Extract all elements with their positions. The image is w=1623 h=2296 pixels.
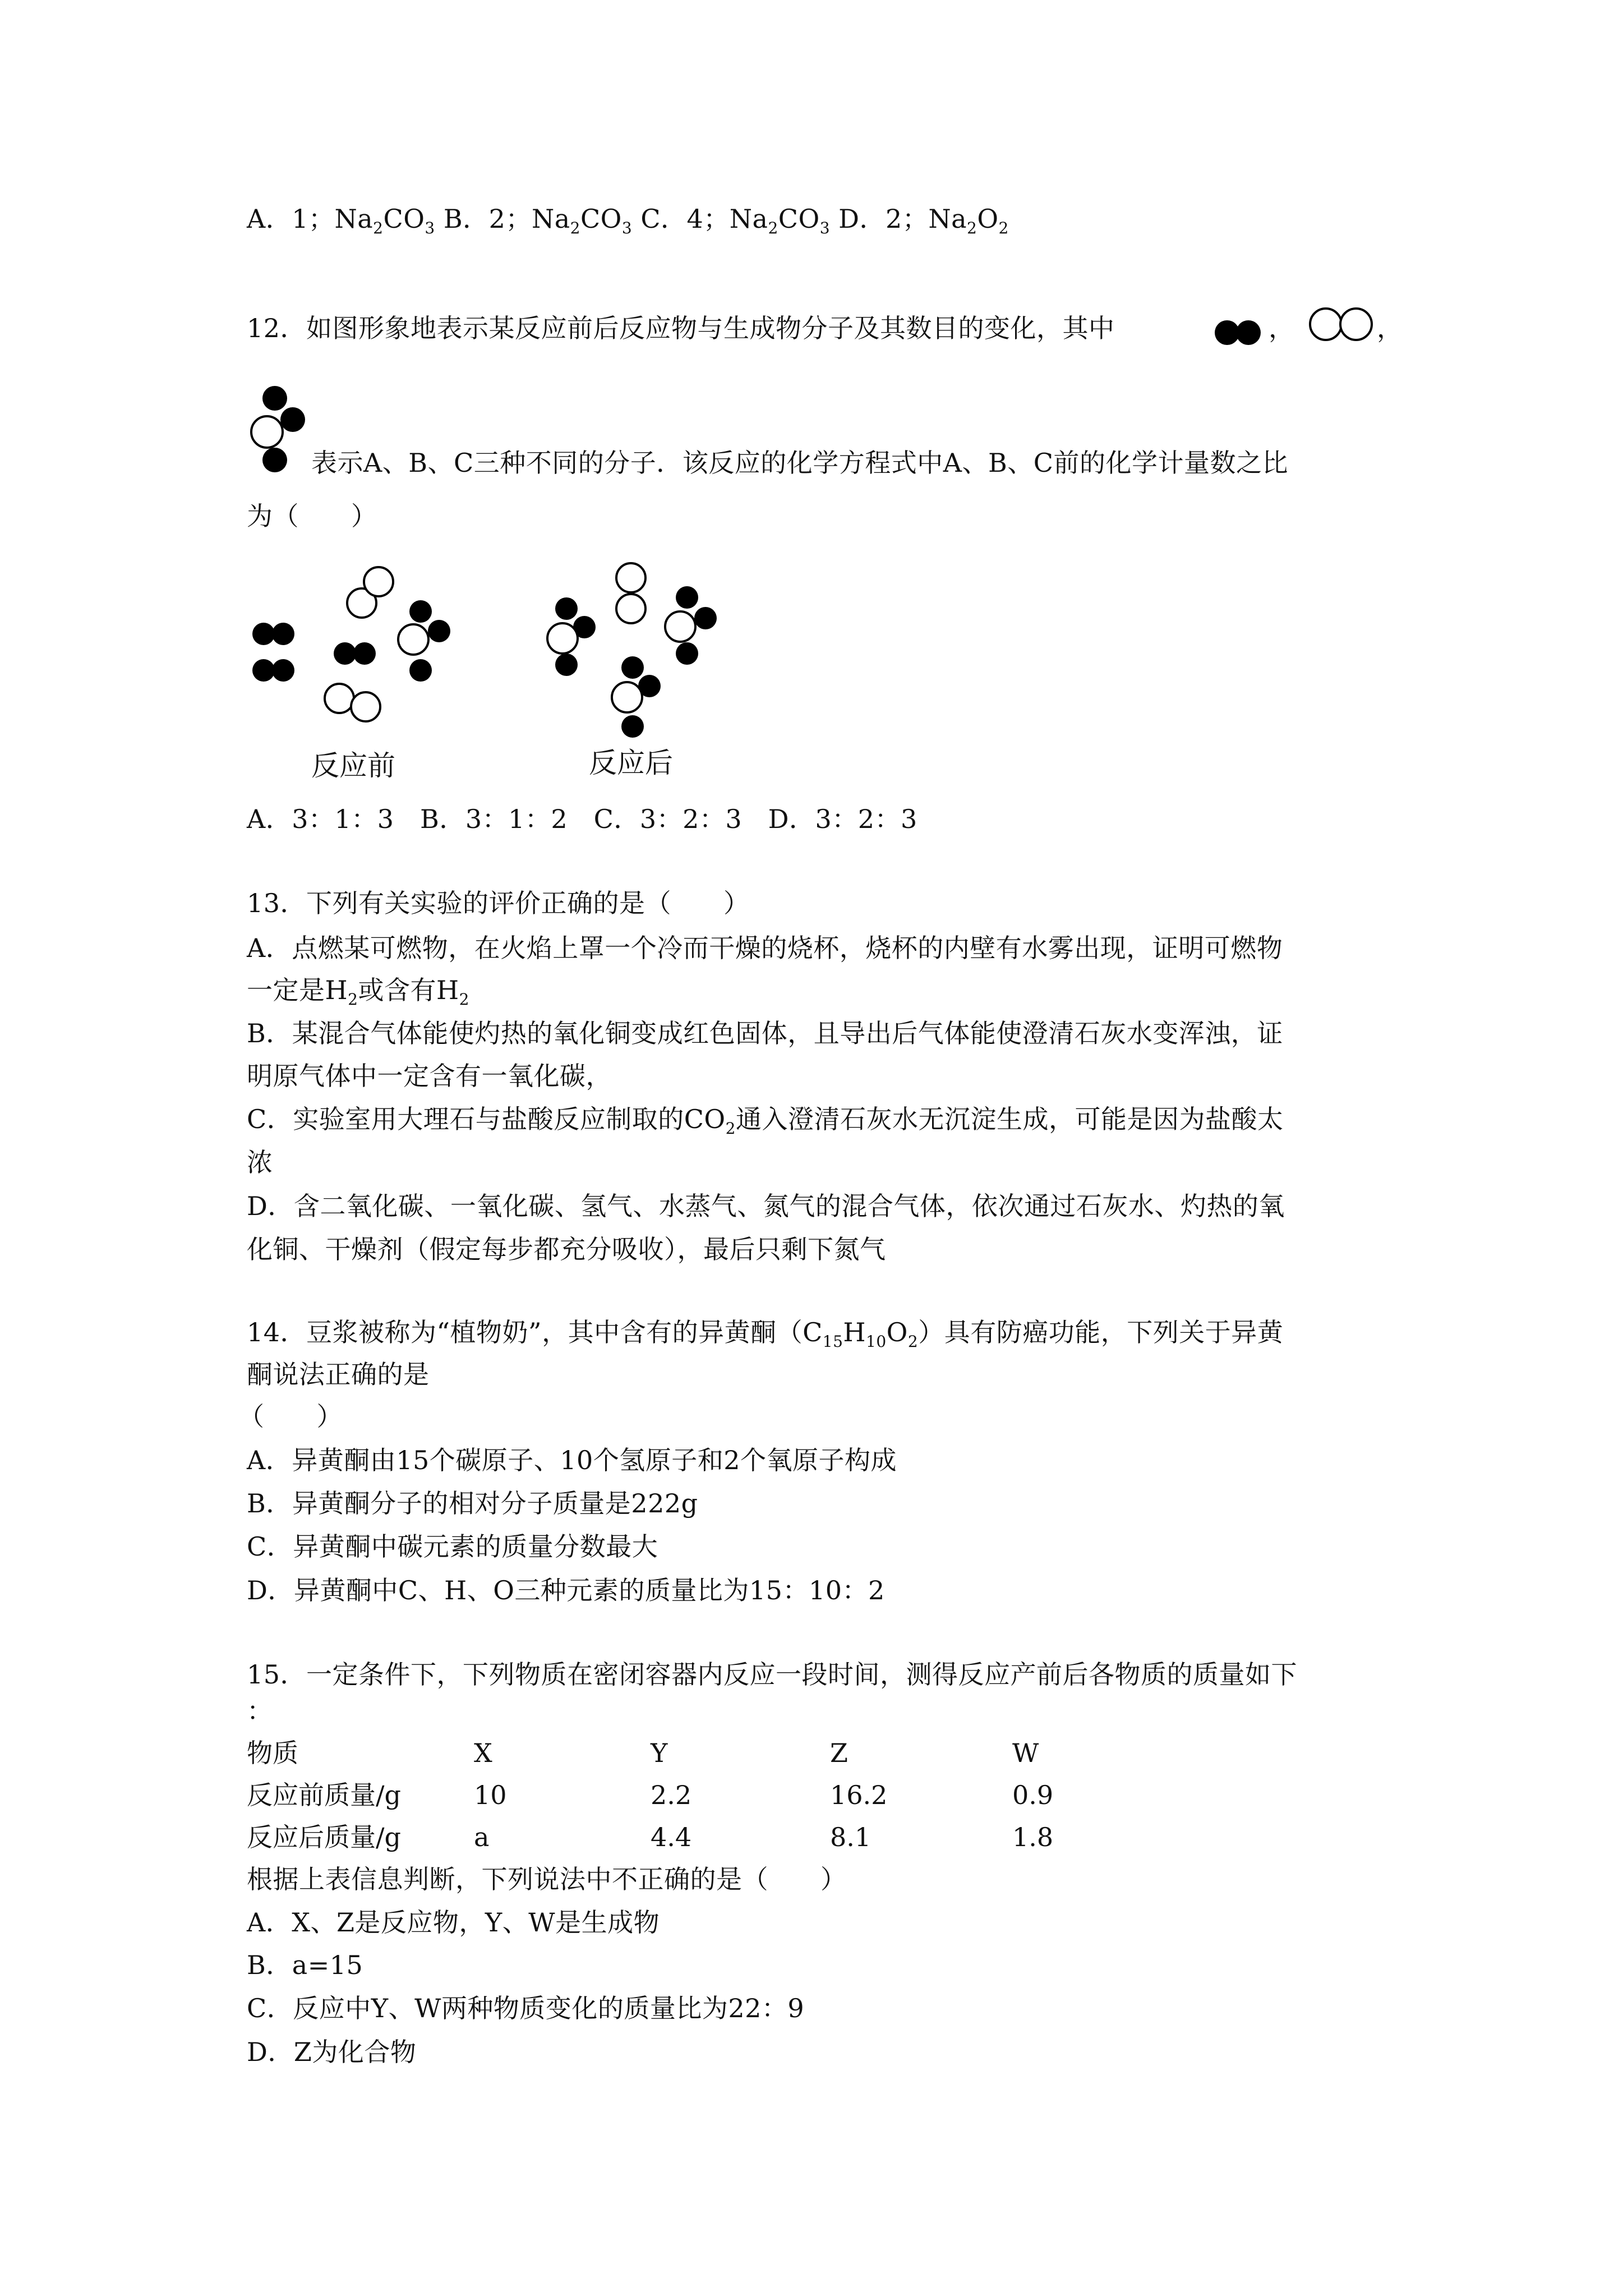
table-cell: 0.9: [1012, 1780, 1054, 1810]
before-molecule-b-2: [325, 684, 380, 721]
q12-stem-line3: 为（ ）: [247, 501, 377, 531]
table-cell: 1.8: [1012, 1822, 1054, 1852]
q12-stem-line1: 12．如图形象地表示某反应前后反应物与生成物分子及其数目的变化，其中: [247, 313, 1115, 343]
q15-stem: 15．一定条件下，下列物质在密闭容器内反应一段时间，测得反应产前后各物质的质量如下: [247, 1659, 1298, 1690]
q15-colon: ：: [247, 1696, 273, 1726]
q12-options: A．3：1：3 B．3：1：2 C．3：2：3 D．3：2：3: [247, 804, 917, 834]
q13-option-d-line1: D．含二氧化碳、一氧化碳、氢气、水蒸气、氮气的混合气体，依次通过石灰水、灼热的氧: [247, 1191, 1285, 1221]
table-cell: 16.2: [830, 1780, 888, 1810]
q14-stem-line2: 酮说法正确的是: [247, 1359, 430, 1389]
label-before: 反应前: [311, 749, 395, 782]
before-molecule-a-1: [252, 623, 294, 645]
molecule-b-icon: [1302, 303, 1381, 348]
q13-option-d-line2: 化铜、干燥剂（假定每步都充分吸收），最后只剩下氮气: [247, 1234, 886, 1264]
after-molecule-c-3: [612, 656, 661, 738]
q15-option-d: D．Z为化合物: [247, 2037, 417, 2067]
table-header-cell: W: [1012, 1738, 1039, 1768]
before-molecule-b-1: [347, 567, 393, 618]
table-header-cell: X: [474, 1738, 492, 1768]
q13-option-b-line2: 明原气体中一定含有一氧化碳，: [247, 1061, 612, 1091]
q14-option-a: A．异黄酮由15个碳原子、10个氢原子和2个氧原子构成: [247, 1445, 897, 1475]
q15-option-b: B．a=15: [247, 1950, 363, 1980]
q15-option-a: A．X、Z是反应物，Y、W是生成物: [247, 1907, 660, 1938]
q13-option-c-line1: C．实验室用大理石与盐酸反应制取的$CO_2$通入澄清石灰水无沉淀生成，可能是因为盐酸太: [247, 1104, 1284, 1138]
q15-question: 根据上表信息判断，下列说法中不正确的是（ ）: [247, 1864, 847, 1894]
table-cell: a: [474, 1822, 490, 1852]
q11-options: A．1；$Na_2CO_3$ B．2；$Na_2CO_3$ C．4；$Na_2CO_3$ D．2；$Na_2O_2$: [247, 204, 1009, 237]
q15-option-c: C．反应中Y、W两种物质变化的质量比为22：9: [247, 1993, 805, 2023]
q13-stem: 13．下列有关实验的评价正确的是（ ）: [247, 888, 750, 918]
table-cell: 反应后质量/g: [247, 1822, 401, 1852]
table-cell: 8.1: [830, 1822, 872, 1852]
table-header-cell: Y: [651, 1738, 668, 1768]
q13-option-b-line1: B．某混合气体能使灼热的氧化铜变成红色固体，且导出后气体能使澄清石灰水变浑浊，证: [247, 1018, 1283, 1048]
after-molecule-c-1: [547, 597, 596, 676]
table-cell: 反应前质量/g: [247, 1780, 401, 1810]
q12-sep1: ，: [1269, 313, 1295, 343]
table-cell: 2.2: [651, 1780, 692, 1810]
after-molecule-c-2: [665, 586, 717, 665]
q14-option-d: D．异黄酮中C、H、O三种元素的质量比为15：10：2: [247, 1575, 885, 1605]
q13-option-a-line2: 一定是$H_2$或含有$H_2$: [247, 975, 469, 1009]
q13-option-a-line1: A．点燃某可燃物，在火焰上罩一个冷而干燥的烧杯，烧杯的内壁有水雾出现，证明可燃物: [247, 933, 1283, 963]
label-after: 反应后: [589, 747, 673, 779]
molecule-c-icon: [247, 381, 314, 477]
after-molecule-b-1: [616, 563, 645, 623]
table-cell: 10: [474, 1780, 507, 1810]
before-molecule-c-1: [398, 600, 450, 682]
q14-stem-line3: （ ）: [238, 1401, 343, 1432]
q14-option-c: C．异黄酮中碳元素的质量分数最大: [247, 1531, 658, 1562]
molecule-a-icon: [1206, 311, 1273, 351]
q12-sep2: ，: [1377, 313, 1403, 343]
table-cell: 4.4: [651, 1822, 692, 1852]
before-molecule-a-2: [252, 659, 294, 682]
q14-stem-line1: 14．豆浆被称为“植物奶”，其中含有的异黄酮$(C_{15}H_{10}O_2)$具有防癌功能，下列关于异黄: [247, 1317, 1284, 1351]
table-header-cell: Z: [830, 1738, 848, 1768]
before-molecule-a-3: [334, 642, 376, 665]
q12-stem-line2: 表示A、B、C三种不同的分子．该反应的化学方程式中A、B、C前的化学计量数之比: [311, 448, 1288, 478]
q14-option-b: B．异黄酮分子的相对分子质量是222g: [247, 1488, 698, 1519]
table-header-cell: 物质: [247, 1738, 298, 1768]
q13-option-c-line2: 浓: [247, 1147, 273, 1177]
